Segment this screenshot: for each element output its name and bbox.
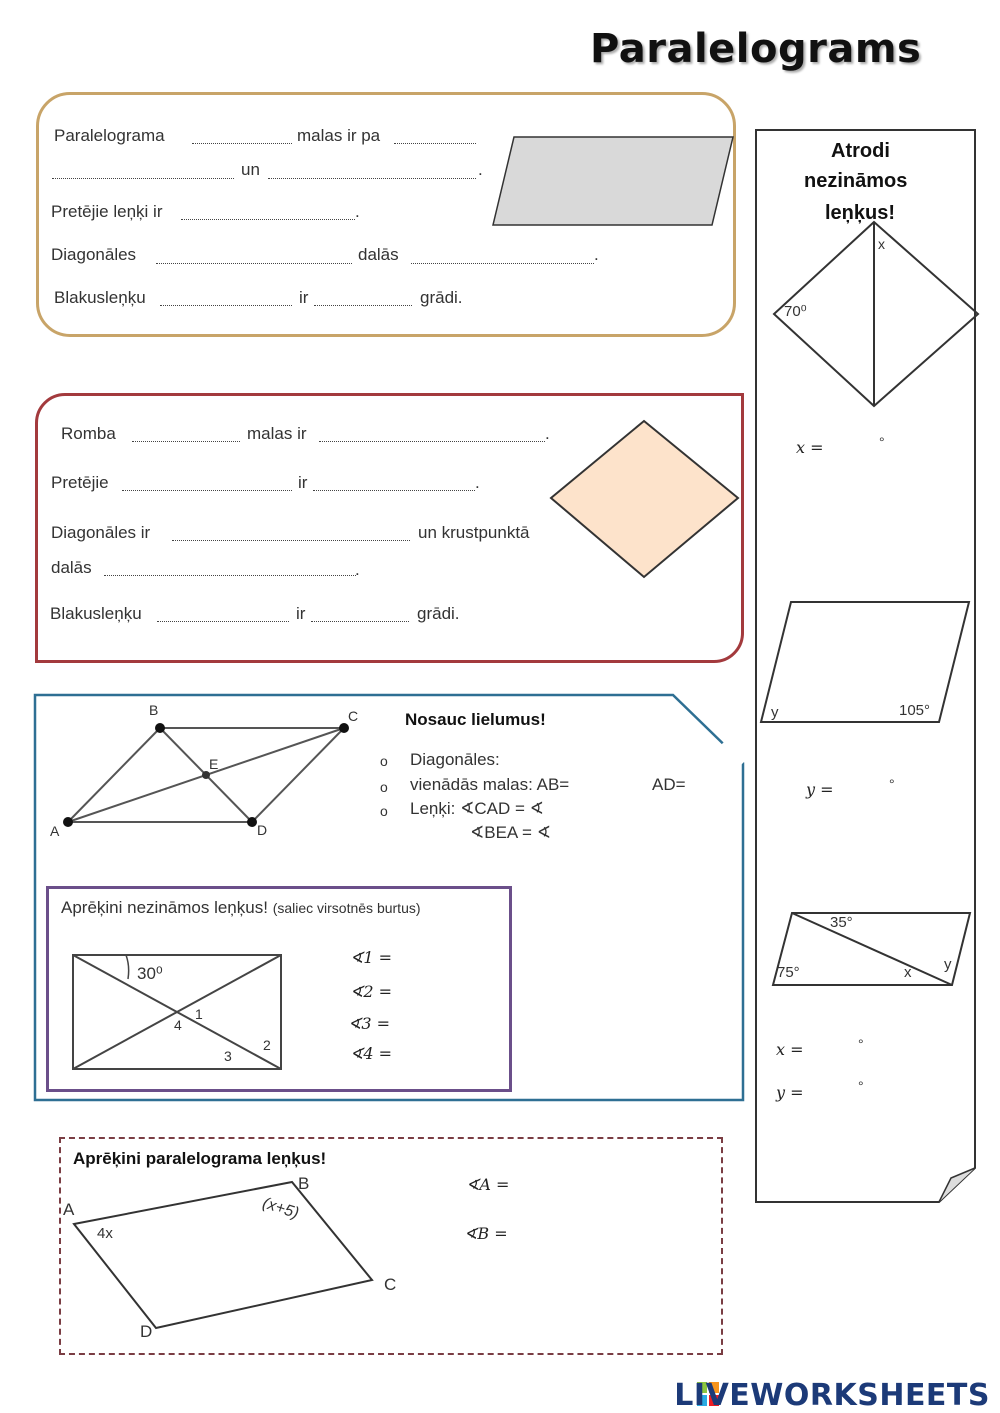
rhombus-figure	[548, 418, 742, 580]
blank-input[interactable]	[314, 305, 412, 306]
parallelogram-y2-label: y	[944, 956, 952, 973]
pa-angle-b: (x+5)	[260, 1194, 301, 1223]
vertex-label-b: B	[149, 702, 159, 718]
blank-input[interactable]	[268, 178, 476, 179]
quantities-heading: Nosauc lielumus!	[405, 710, 546, 729]
blank-input[interactable]	[122, 490, 292, 491]
right-heading-1: Atrodi	[831, 140, 890, 162]
blank-input[interactable]	[311, 621, 409, 622]
parallelogram-y-answer-2[interactable]: y =	[776, 1083, 804, 1102]
p-line5b: ir	[299, 288, 309, 307]
rhombus-x-answer[interactable]: x =	[796, 438, 824, 457]
right-heading-2: nezināmos	[804, 170, 908, 192]
vertex-label-e: E	[209, 756, 219, 772]
right-heading-3: leņķus!	[825, 202, 896, 224]
blank-input[interactable]	[104, 575, 356, 576]
pa-vertex-d: D	[140, 1322, 153, 1341]
blank-input[interactable]	[411, 263, 594, 264]
blank-input[interactable]	[156, 263, 352, 264]
blank-input[interactable]	[157, 621, 289, 622]
parallelogram-y-label: y	[771, 704, 779, 721]
parallelogram-75-label: 75°	[777, 964, 800, 981]
r-dot: .	[475, 473, 480, 492]
parallelogram-x-label: x	[904, 964, 912, 981]
blank-input[interactable]	[160, 305, 292, 306]
degree: °	[879, 434, 885, 450]
blank-input[interactable]	[132, 441, 240, 442]
angle-a-answer[interactable]: ∢A =	[466, 1175, 510, 1194]
item-ad: AD=	[652, 775, 686, 794]
r-line5a: Blakusleņķu	[50, 604, 142, 623]
p-line5a: Blakusleņķu	[54, 288, 146, 307]
pa-vertex-a: A	[63, 1200, 75, 1219]
blank-input[interactable]	[52, 178, 234, 179]
r-line5b: ir	[296, 604, 306, 623]
bullet: o	[380, 779, 388, 795]
blank-input[interactable]	[319, 441, 545, 442]
parallelogram-abcd2-figure	[66, 1176, 386, 1334]
p-line3: Pretējie leņķi ir	[51, 202, 163, 221]
item-angles: Leņķi: ∢CAD = ∢	[410, 799, 544, 818]
degree: °	[858, 1078, 864, 1094]
r-line4: dalās	[51, 558, 92, 577]
rect-label-1: 1	[195, 1006, 203, 1022]
pa-vertex-b: B	[298, 1174, 310, 1193]
p-line4a: Diagonāles	[51, 245, 137, 264]
r-line5c: grādi.	[417, 604, 460, 623]
parallelogram-y-answer[interactable]: y =	[806, 780, 834, 799]
angle-b-answer[interactable]: ∢B =	[464, 1224, 508, 1243]
rect-heading	[61, 898, 421, 918]
brand-name[interactable]: LIVEWORKSHEETS	[674, 1378, 990, 1413]
rect-label-4: 4	[174, 1017, 182, 1033]
rect-heading-note: (saliec virsotnēs burtus)	[272, 900, 421, 916]
blank-input[interactable]	[172, 540, 410, 541]
parallelogram-105-label: 105°	[899, 702, 931, 719]
r-dot: .	[545, 424, 550, 443]
item-angle-bea: ∢BEA = ∢	[470, 823, 551, 842]
page-title: Paralelograms	[590, 26, 922, 72]
angle2-answer[interactable]: ∢2 =	[350, 982, 393, 1001]
blank-input[interactable]	[394, 143, 476, 144]
p-line4b: dalās	[358, 245, 399, 264]
rect-label-3: 3	[224, 1048, 232, 1064]
p-dot: .	[355, 202, 360, 221]
bullet: o	[380, 803, 388, 819]
pa-angle-a: 4x	[97, 1225, 113, 1242]
parallelogram-xy-figure	[770, 910, 974, 990]
r-line2a: Pretējie	[51, 473, 109, 492]
degree: °	[889, 776, 895, 792]
r-line2b: ir	[298, 473, 308, 492]
item-equal-sides: vienādās malas: AB=	[410, 775, 570, 794]
p-dot: .	[478, 160, 483, 179]
r-line1b: malas ir	[247, 424, 307, 443]
r-line3b: un krustpunktā	[418, 523, 530, 542]
rect-label-2: 2	[263, 1037, 271, 1053]
p-line5c: grādi.	[420, 288, 463, 307]
blank-input[interactable]	[313, 490, 475, 491]
angle4-answer[interactable]: ∢4 =	[350, 1044, 393, 1063]
parallelogram-35-label: 35°	[830, 914, 853, 931]
parallelogram-y-figure	[757, 598, 973, 726]
degree: °	[858, 1036, 864, 1052]
vertex-label-c: C	[348, 708, 359, 724]
pa-vertex-c: C	[384, 1275, 397, 1294]
p-line2: un	[241, 160, 260, 179]
rhombus-x-label: x	[878, 236, 885, 252]
rect-angle-30: 30⁰	[137, 964, 163, 983]
p-dot: .	[594, 245, 599, 264]
pa-heading: Aprēķini paralelograma leņķus!	[73, 1149, 327, 1168]
bullet: o	[380, 753, 388, 769]
vertex-label-d: D	[257, 822, 268, 838]
vertex-label-a: A	[50, 823, 60, 839]
item-diagonals: Diagonāles:	[410, 750, 500, 769]
r-line1a: Romba	[61, 424, 116, 443]
blank-input[interactable]	[192, 143, 292, 144]
r-line3a: Diagonāles ir	[51, 523, 151, 542]
angle3-answer[interactable]: ∢3 =	[348, 1014, 391, 1033]
rectangle-figure	[70, 952, 284, 1072]
r-dot: .	[355, 560, 360, 579]
parallelogram-abcd-figure	[40, 700, 370, 840]
rect-heading-main: Aprēķini nezināmos leņķus!	[61, 898, 268, 917]
p-line1a: Paralelograma	[54, 126, 165, 145]
parallelogram-x-answer[interactable]: x =	[776, 1040, 804, 1059]
blank-input[interactable]	[181, 219, 355, 220]
rhombus-70-label: 70⁰	[784, 303, 807, 320]
parallelogram-figure	[490, 134, 736, 228]
angle1-answer[interactable]: ∢1 =	[350, 948, 393, 967]
p-line1b: malas ir pa	[297, 126, 381, 145]
